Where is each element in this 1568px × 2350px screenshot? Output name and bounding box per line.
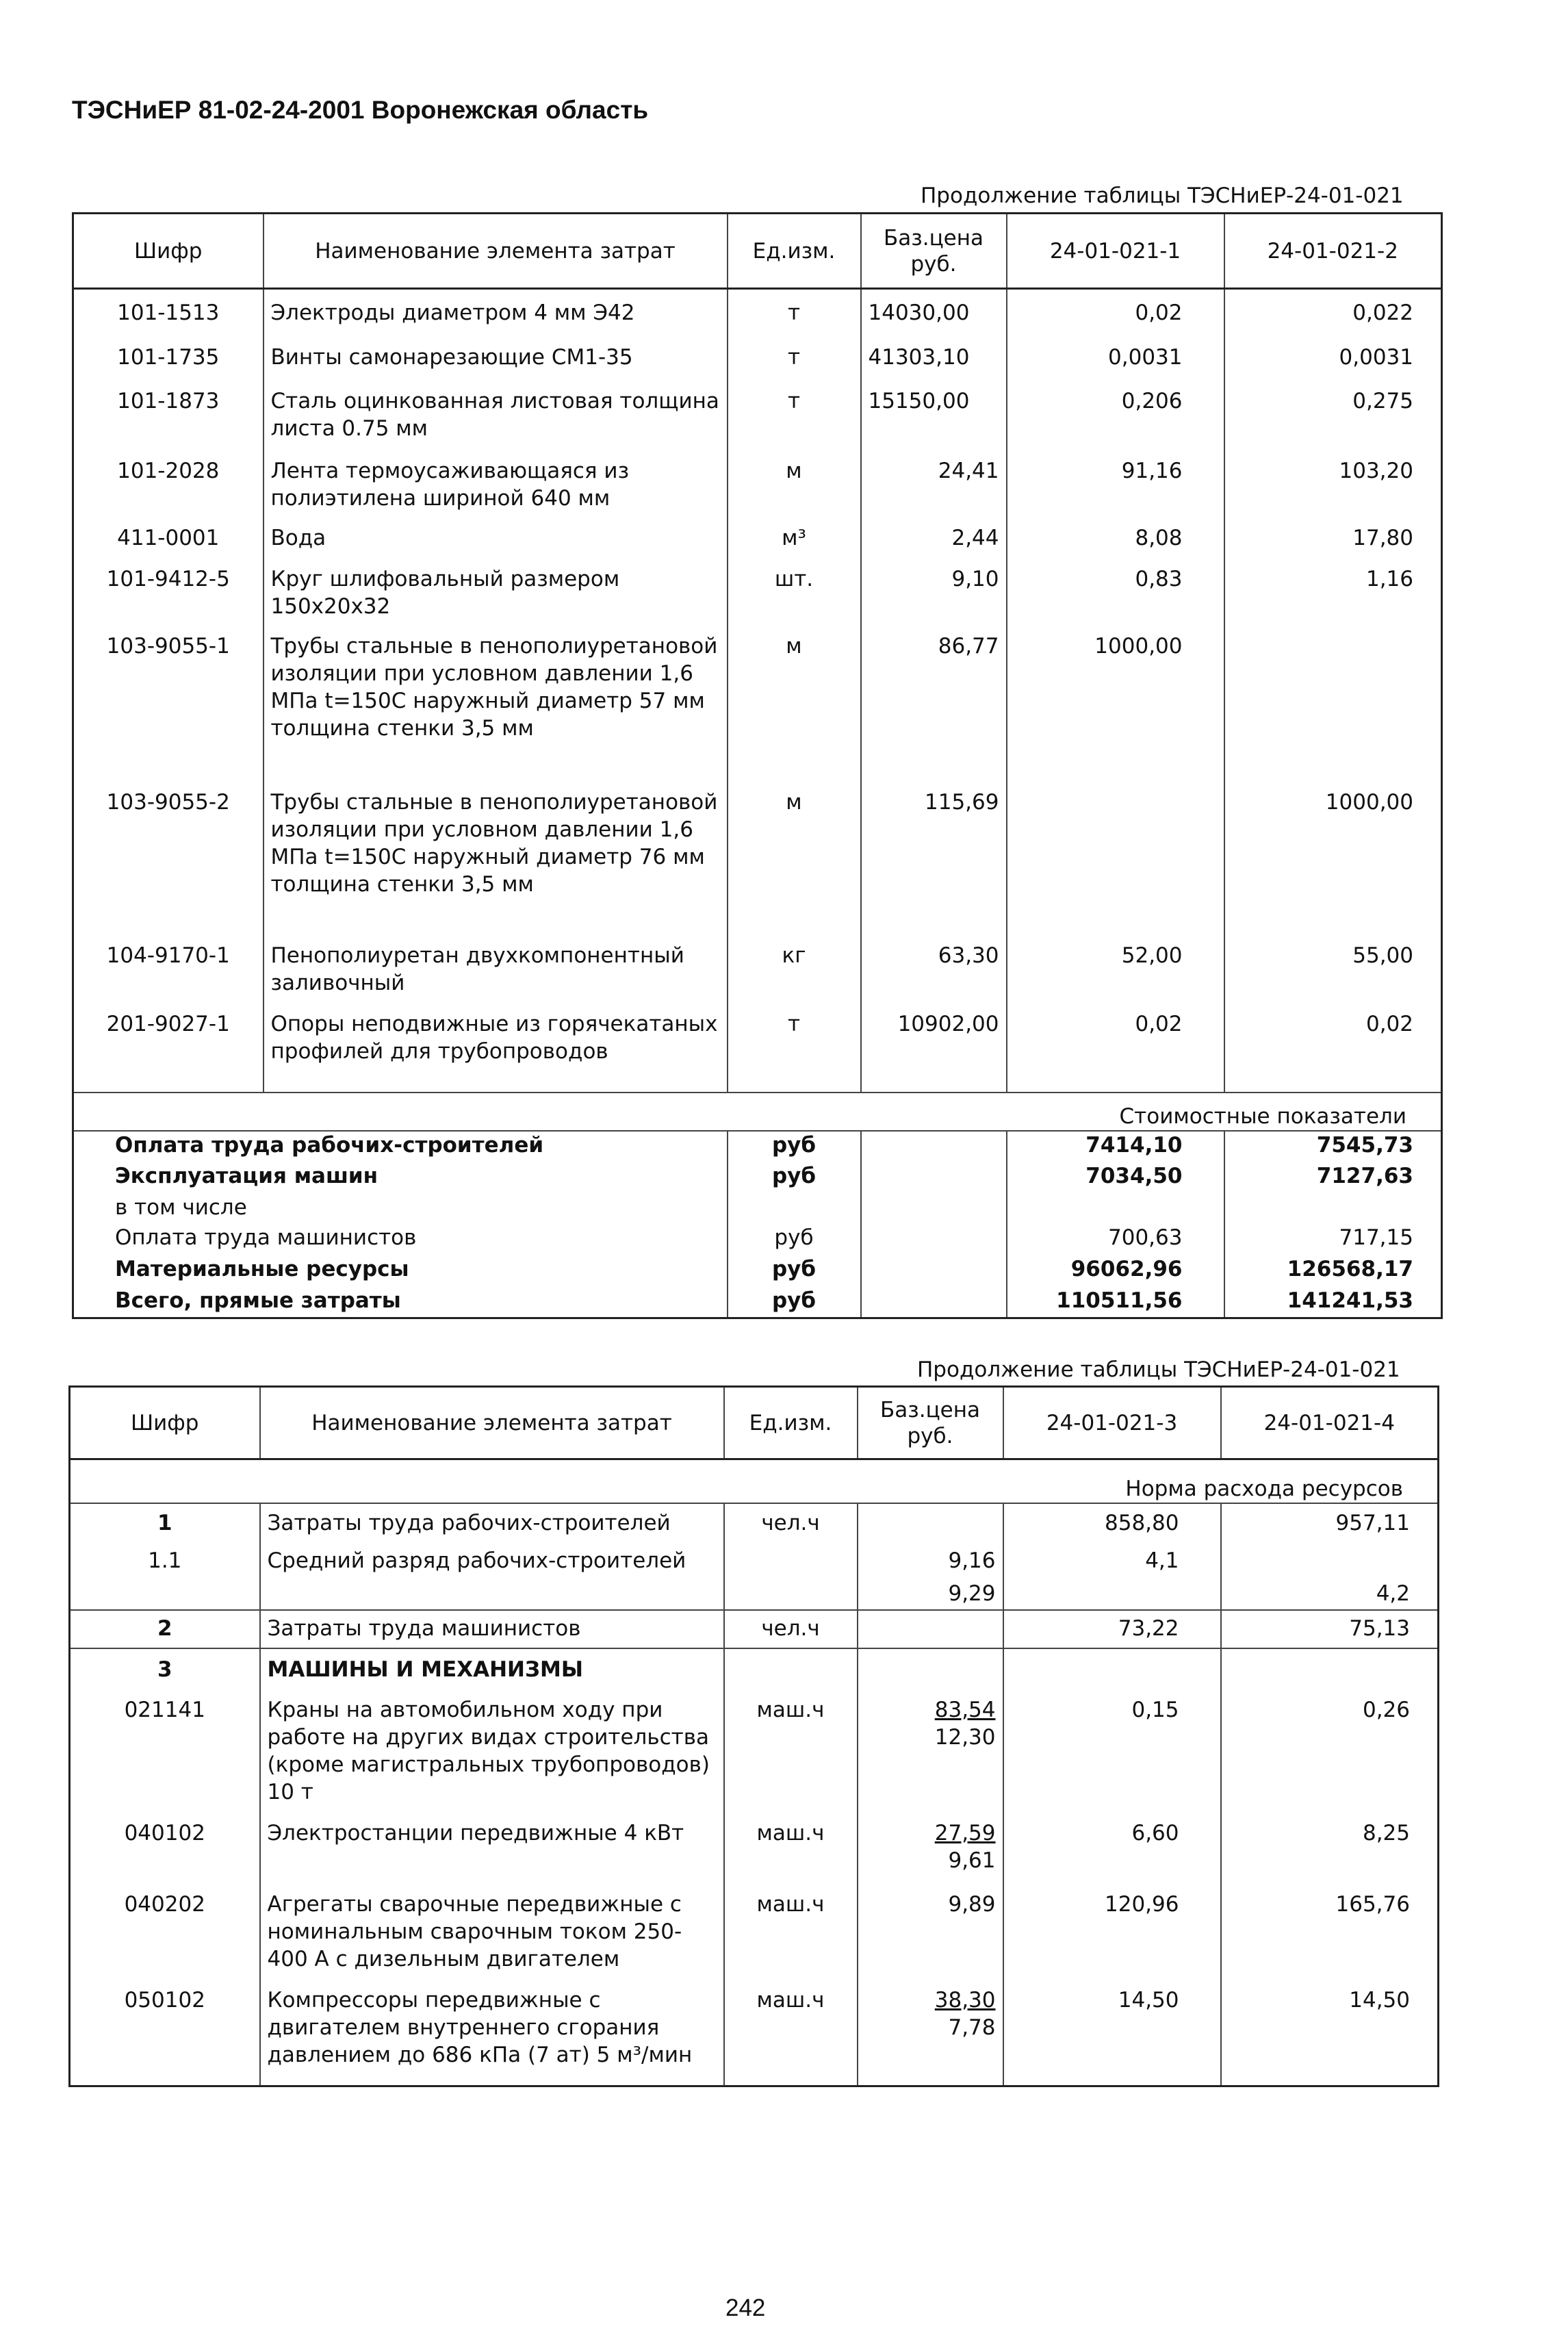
row-name: Затраты труда рабочих-строителей — [260, 1503, 724, 1542]
cost-value-2: 7545,73 — [1224, 1131, 1442, 1162]
row-code: 101-1735 — [73, 334, 264, 378]
table-row — [73, 556, 1442, 623]
cost-unit: руб — [728, 1131, 861, 1162]
row-unit: т — [728, 1001, 861, 1093]
row-unit: кг — [728, 932, 861, 1001]
row-value-1: 1000,00 — [1007, 623, 1224, 779]
row-price: 41303,10 — [861, 334, 1007, 378]
row-value-2: 957,11 — [1221, 1503, 1439, 1542]
row-price: 24,41 — [861, 448, 1007, 515]
row-price: 83,54 — [934, 1697, 996, 1722]
table-row — [73, 779, 1442, 932]
resource-table-2 — [68, 1385, 1439, 2087]
col-header-price: Баз.цена руб. — [861, 214, 1007, 289]
row-value-1: 73,22 — [1003, 1610, 1221, 1648]
table-row — [70, 1817, 1439, 1888]
cost-row — [73, 1194, 1442, 1224]
cost-value-2: 141241,53 — [1224, 1287, 1442, 1318]
row-unit: шт. — [728, 556, 861, 623]
row-unit: т — [728, 378, 861, 448]
row-price: 63,30 — [861, 932, 1007, 1001]
cost-value-1: 700,63 — [1007, 1224, 1224, 1255]
cost-row — [73, 1224, 1442, 1255]
cost-empty — [861, 1162, 1007, 1194]
table2-caption: Продолжение таблицы ТЭСНиЕР-24-01-021 — [917, 1357, 1400, 1382]
row-price: 9,29 — [858, 1580, 1003, 1610]
cost-label: Материальные ресурсы — [73, 1255, 728, 1287]
row-unit: маш.ч — [724, 1984, 858, 2086]
row-unit: м³ — [728, 515, 861, 556]
cost-row — [73, 1162, 1442, 1194]
row-unit: т — [728, 334, 861, 378]
row-name: Трубы стальные в пенополиуретановой изоляции при условном давлении 1,6 МПа t=150С наружный диаметр 76 мм толщина стенки 3,5 мм — [264, 779, 728, 932]
row-value-1: 0,15 — [1003, 1694, 1221, 1817]
cost-empty — [861, 1255, 1007, 1287]
table-row — [70, 1542, 1439, 1580]
table-row — [73, 289, 1442, 334]
table2-header-row — [70, 1387, 1439, 1459]
row-value-1 — [1003, 1580, 1221, 1610]
row-value-2 — [1224, 623, 1442, 779]
resource-table-1 — [72, 212, 1443, 1319]
cost-unit: руб — [728, 1162, 861, 1194]
cost-unit — [728, 1194, 861, 1224]
row-unit: т — [728, 289, 861, 334]
col-header-v1: 24-01-021-3 — [1003, 1387, 1221, 1459]
row-code: 101-1873 — [73, 378, 264, 448]
row-unit: м — [728, 623, 861, 779]
cost-empty — [861, 1194, 1007, 1224]
row-value-2: 0,02 — [1224, 1001, 1442, 1093]
row-price: 14030,00 — [861, 289, 1007, 334]
row-value-1 — [1003, 1648, 1221, 1694]
cost-value-1: 96062,96 — [1007, 1255, 1224, 1287]
row-value-1: 0,0031 — [1007, 334, 1224, 378]
table-row — [70, 1503, 1439, 1542]
table-row — [73, 448, 1442, 515]
row-unit — [724, 1648, 858, 1694]
row-value-2: 0,275 — [1224, 378, 1442, 448]
row-price: 9,89 — [858, 1888, 1003, 1984]
col-header-code: Шифр — [70, 1387, 260, 1459]
row-code: 104-9170-1 — [73, 932, 264, 1001]
row-price: 86,77 — [861, 623, 1007, 779]
col-header-v1: 24-01-021-1 — [1007, 214, 1224, 289]
cost-header-label: Стоимостные показатели — [73, 1093, 1442, 1131]
row-price: 2,44 — [861, 515, 1007, 556]
row-value-1: 858,80 — [1003, 1503, 1221, 1542]
row-price: 9,16 — [858, 1542, 1003, 1580]
row-code: 101-1513 — [73, 289, 264, 334]
col-header-price: Баз.цена руб. — [858, 1387, 1003, 1459]
row-value-1: 0,02 — [1007, 1001, 1224, 1093]
row-name: Средний разряд рабочих-строителей — [260, 1542, 724, 1580]
cost-row — [73, 1131, 1442, 1162]
cost-unit: руб — [728, 1255, 861, 1287]
row-code: 040102 — [70, 1817, 260, 1888]
row-value-2: 14,50 — [1221, 1984, 1439, 2086]
table-row — [73, 378, 1442, 448]
table-row — [70, 1888, 1439, 1984]
row-value-2 — [1221, 1542, 1439, 1580]
row-price-machinist: 12,30 — [934, 1724, 996, 1750]
row-code: 021141 — [70, 1694, 260, 1817]
row-code: 1 — [70, 1503, 260, 1542]
cost-value-2: 126568,17 — [1224, 1255, 1442, 1287]
row-code: 050102 — [70, 1984, 260, 2086]
row-code: 201-9027-1 — [73, 1001, 264, 1093]
row-code: 2 — [70, 1610, 260, 1648]
row-name: Вода — [264, 515, 728, 556]
row-value-1 — [1007, 779, 1224, 932]
row-price-machinist: 7,78 — [948, 2015, 996, 2040]
cost-row — [73, 1287, 1442, 1318]
row-price-cell — [858, 1694, 1003, 1817]
row-name: МАШИНЫ И МЕХАНИЗМЫ — [260, 1648, 724, 1694]
row-price: 27,59 — [934, 1820, 996, 1845]
cost-label: Всего, прямые затраты — [73, 1287, 728, 1318]
col-header-name: Наименование элемента затрат — [260, 1387, 724, 1459]
norm-section-header — [70, 1459, 1439, 1503]
row-price — [858, 1610, 1003, 1648]
cost-section-header — [73, 1093, 1442, 1131]
cost-label: Оплата труда машинистов — [73, 1224, 728, 1255]
row-value-1: 52,00 — [1007, 932, 1224, 1001]
cost-empty — [861, 1131, 1007, 1162]
row-name: Электростанции передвижные 4 кВт — [260, 1817, 724, 1888]
table1-caption: Продолжение таблицы ТЭСНиЕР-24-01-021 — [921, 183, 1404, 208]
row-price: 38,30 — [934, 1987, 996, 2013]
table-row — [70, 1610, 1439, 1648]
row-code: 411-0001 — [73, 515, 264, 556]
row-unit — [724, 1542, 858, 1580]
table-row — [73, 334, 1442, 378]
table-row — [73, 623, 1442, 779]
cost-value-1: 7414,10 — [1007, 1131, 1224, 1162]
row-code: 3 — [70, 1648, 260, 1694]
row-value-2: 1000,00 — [1224, 779, 1442, 932]
cost-unit: руб — [728, 1287, 861, 1318]
cost-empty — [861, 1287, 1007, 1318]
table-row — [70, 1580, 1439, 1610]
row-value-1: 91,16 — [1007, 448, 1224, 515]
col-header-v2: 24-01-021-4 — [1221, 1387, 1439, 1459]
cost-value-1: 7034,50 — [1007, 1162, 1224, 1194]
row-unit: маш.ч — [724, 1694, 858, 1817]
cost-value-2 — [1224, 1194, 1442, 1224]
row-value-2: 0,022 — [1224, 289, 1442, 334]
row-name: Компрессоры передвижные с двигателем внутреннего сгорания давлением до 686 кПа (7 ат) 5 м³/мин — [260, 1984, 724, 2086]
row-unit: м — [728, 448, 861, 515]
row-name: Трубы стальные в пенополиуретановой изоляции при условном давлении 1,6 МПа t=150С наружный диаметр 57 мм толщина стенки 3,5 мм — [264, 623, 728, 779]
row-code: 040202 — [70, 1888, 260, 1984]
table-row — [70, 1694, 1439, 1817]
row-unit: маш.ч — [724, 1817, 858, 1888]
row-name: Пенополиуретан двухкомпонентный заливочный — [264, 932, 728, 1001]
col-header-unit: Ед.изм. — [728, 214, 861, 289]
row-name: Круг шлифовальный размером 150х20х32 — [264, 556, 728, 623]
row-name: Лента термоусаживающаяся из полиэтилена шириной 640 мм — [264, 448, 728, 515]
row-price-cell — [858, 1984, 1003, 2086]
row-value-2: 103,20 — [1224, 448, 1442, 515]
cost-value-1: 110511,56 — [1007, 1287, 1224, 1318]
col-header-name: Наименование элемента затрат — [264, 214, 728, 289]
table-row — [73, 932, 1442, 1001]
row-unit — [724, 1580, 858, 1610]
row-value-2: 165,76 — [1221, 1888, 1439, 1984]
row-value-1: 0,02 — [1007, 289, 1224, 334]
cost-value-2: 7127,63 — [1224, 1162, 1442, 1194]
row-value-2: 75,13 — [1221, 1610, 1439, 1648]
cost-unit: руб — [728, 1224, 861, 1255]
row-value-2: 4,2 — [1221, 1580, 1439, 1610]
table-row — [70, 1648, 1439, 1694]
cost-empty — [861, 1224, 1007, 1255]
col-header-v2: 24-01-021-2 — [1224, 214, 1442, 289]
row-unit: маш.ч — [724, 1888, 858, 1984]
table1-header-row — [73, 214, 1442, 289]
row-price: 115,69 — [861, 779, 1007, 932]
row-price: 9,10 — [861, 556, 1007, 623]
row-code: 101-2028 — [73, 448, 264, 515]
row-code: 1.1 — [70, 1542, 260, 1580]
row-value-1: 120,96 — [1003, 1888, 1221, 1984]
row-value-2: 1,16 — [1224, 556, 1442, 623]
row-name: Краны на автомобильном ходу при работе на других видах строительства (кроме магистральных трубопроводов) 10 т — [260, 1694, 724, 1817]
row-name: Агрегаты сварочные передвижные с номинальным сварочным током 250-400 А с дизельным двигателем — [260, 1888, 724, 1984]
cost-row — [73, 1255, 1442, 1287]
row-value-2: 0,26 — [1221, 1694, 1439, 1817]
row-name: Винты самонарезающие СМ1-35 — [264, 334, 728, 378]
row-value-1: 0,83 — [1007, 556, 1224, 623]
row-value-1: 4,1 — [1003, 1542, 1221, 1580]
page-number: 242 — [725, 2295, 766, 2321]
row-unit: чел.ч — [724, 1503, 858, 1542]
cost-label: Эксплуатация машин — [73, 1162, 728, 1194]
row-value-2: 8,25 — [1221, 1817, 1439, 1888]
row-value-2: 17,80 — [1224, 515, 1442, 556]
table-row — [70, 1984, 1439, 2086]
cost-value-1 — [1007, 1194, 1224, 1224]
row-value-2: 0,0031 — [1224, 334, 1442, 378]
row-price — [858, 1503, 1003, 1542]
table-row — [73, 1001, 1442, 1093]
row-price-cell — [858, 1817, 1003, 1888]
col-header-code: Шифр — [73, 214, 264, 289]
row-name — [260, 1580, 724, 1610]
cost-label: в том числе — [73, 1194, 728, 1224]
row-name: Опоры неподвижные из горячекатаных профилей для трубопроводов — [264, 1001, 728, 1093]
row-value-1: 8,08 — [1007, 515, 1224, 556]
row-code: 103-9055-2 — [73, 779, 264, 932]
col-header-unit: Ед.изм. — [724, 1387, 858, 1459]
row-code: 103-9055-1 — [73, 623, 264, 779]
row-price: 10902,00 — [861, 1001, 1007, 1093]
row-price: 15150,00 — [861, 378, 1007, 448]
row-price-machinist: 9,61 — [948, 1848, 996, 1873]
document-header: ТЭСНиЕР 81-02-24-2001 Воронежская область — [72, 96, 649, 124]
row-price — [858, 1648, 1003, 1694]
row-value-1: 14,50 — [1003, 1984, 1221, 2086]
row-value-1: 0,206 — [1007, 378, 1224, 448]
table-row — [73, 515, 1442, 556]
row-unit: м — [728, 779, 861, 932]
row-value-2: 55,00 — [1224, 932, 1442, 1001]
row-code: 101-9412-5 — [73, 556, 264, 623]
row-unit: чел.ч — [724, 1610, 858, 1648]
cost-label: Оплата труда рабочих-строителей — [73, 1131, 728, 1162]
norm-header-label: Норма расхода ресурсов — [70, 1459, 1439, 1503]
row-name: Электроды диаметром 4 мм Э42 — [264, 289, 728, 334]
row-name: Сталь оцинкованная листовая толщина листа 0.75 мм — [264, 378, 728, 448]
row-code — [70, 1580, 260, 1610]
row-value-2 — [1221, 1648, 1439, 1694]
row-name: Затраты труда машинистов — [260, 1610, 724, 1648]
row-value-1: 6,60 — [1003, 1817, 1221, 1888]
cost-value-2: 717,15 — [1224, 1224, 1442, 1255]
